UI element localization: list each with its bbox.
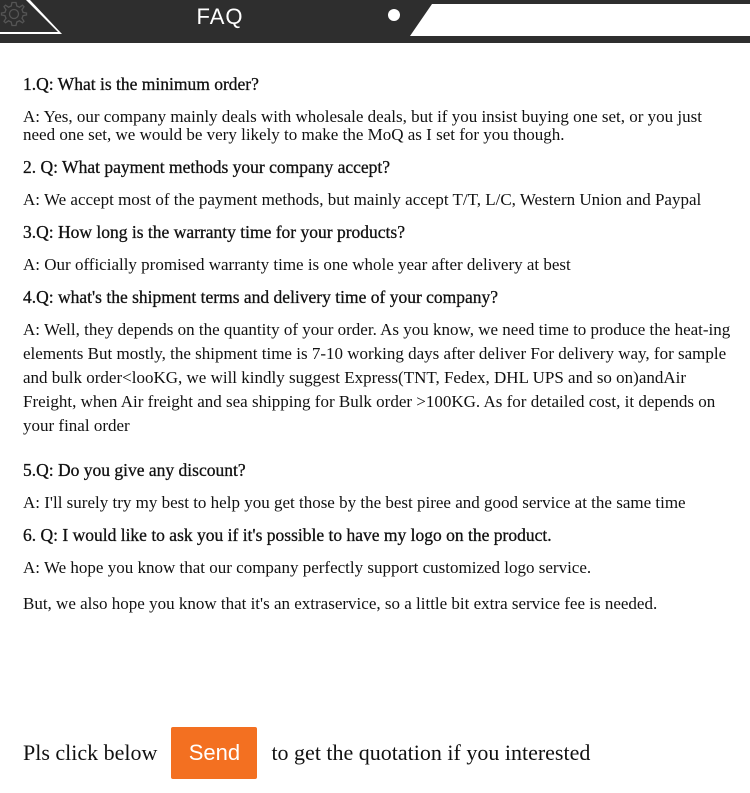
answer-6-extra: But, we also hope you know that it's an extraservice, so a little bit extra service fee is needed. bbox=[23, 594, 658, 613]
question-3: 3.Q: How long is the warranty time for your products? bbox=[23, 222, 406, 242]
answer-6: A: We hope you know that our company perfectly support customized logo service. bbox=[23, 558, 592, 577]
cta-text-before: Pls click below bbox=[23, 740, 158, 765]
question-1: 1.Q: What is the minimum order? bbox=[23, 74, 259, 94]
question-6: 6. Q: I would like to ask you if it's possible to have my logo on the product. bbox=[23, 525, 552, 545]
question-2: 2. Q: What payment methods your company accept? bbox=[23, 157, 391, 177]
answer-2: A: We accept most of the payment methods, but mainly accept T/T, L/C, Western Union and Paypal bbox=[23, 190, 702, 209]
question-5: 5.Q: Do you give any discount? bbox=[23, 460, 246, 480]
page-title: FAQ bbox=[196, 4, 244, 29]
quotation-cta bbox=[23, 726, 738, 780]
gear-icon[interactable] bbox=[0, 0, 28, 28]
answer-3: A: Our officially promised warranty time is one whole year after delivery at best bbox=[23, 255, 571, 274]
answer-1: A: Yes, our company mainly deals with wholesale deals, but if you insist buying one set, or you just need one set, we would be very likely to make the MoQ as I set for you though. bbox=[23, 107, 702, 144]
faq-list bbox=[23, 70, 738, 613]
send-button[interactable]: Send bbox=[171, 727, 257, 779]
header-dot bbox=[388, 9, 400, 21]
answer-4: A: Well, they depends on the quantity of your order. As you know, we need time to produce the heat-ing elements But mostly, the shipment time is 7-10 working days after deliver For delivery way, for sample and bulk order<looKG, we will kindly suggest Express(TNT, Fedex, DHL UPS and so on)andAir Freight, when Air freight and sea shipping for Bulk order >100KG. As for detailed cost, it depends on your final order bbox=[23, 320, 731, 435]
cta-text-after: to get the quotation if you interested bbox=[271, 740, 591, 765]
header-banner bbox=[0, 0, 750, 46]
answer-5: A: I'll surely try my best to help you get those by the best piree and good service at the same time bbox=[23, 493, 686, 512]
faq-header bbox=[0, 0, 750, 46]
question-4: 4.Q: what's the shipment terms and delivery time of your company? bbox=[23, 287, 499, 307]
